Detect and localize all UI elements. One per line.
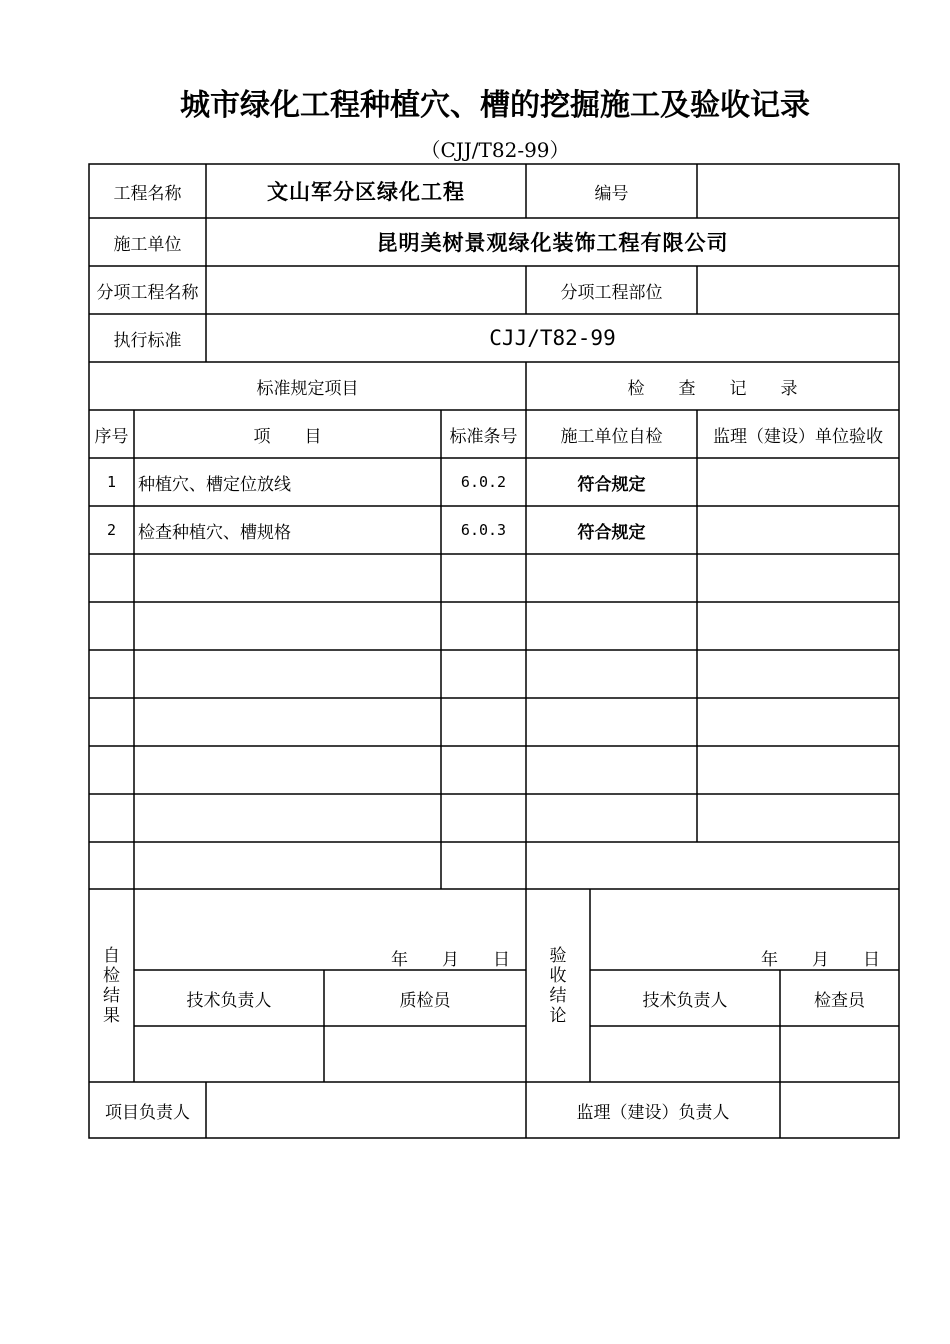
row-1-supervision[interactable] bbox=[697, 458, 899, 506]
self-check-tech-lead-label: 技术负责人 bbox=[186, 990, 272, 1011]
col-supervision: 监理（建设）单位验收 bbox=[713, 426, 883, 447]
self-check-inspector-label: 质检员 bbox=[399, 990, 451, 1011]
supervision-lead-label: 监理（建设）负责人 bbox=[576, 1102, 730, 1123]
standard-value[interactable]: CJJ/T82-99 bbox=[489, 326, 616, 350]
self-check-label-char: 检 bbox=[103, 966, 120, 986]
col-seq: 序号 bbox=[94, 426, 129, 447]
self-check-result-label bbox=[89, 945, 134, 1027]
sub-project-name-value[interactable] bbox=[206, 266, 526, 314]
acceptance-conclusion-label bbox=[526, 945, 590, 1027]
self-check-date[interactable]: 年 月 日 bbox=[391, 949, 510, 970]
col-self-check: 施工单位自检 bbox=[560, 426, 663, 447]
row-2-item: 检查种植穴、槽规格 bbox=[138, 522, 291, 543]
standard-items-heading: 标准规定项目 bbox=[256, 378, 359, 399]
number-label: 编号 bbox=[594, 183, 629, 204]
sub-project-part-value[interactable] bbox=[697, 266, 899, 314]
row-2-self-check[interactable]: 符合规定 bbox=[577, 522, 646, 543]
number-value[interactable] bbox=[697, 164, 899, 218]
standard-label: 执行标准 bbox=[113, 330, 182, 351]
row-2-supervision[interactable] bbox=[697, 506, 899, 554]
project-name-label: 工程名称 bbox=[113, 183, 182, 204]
row-1-item: 种植穴、槽定位放线 bbox=[138, 474, 291, 495]
acceptance-checker-label: 检查员 bbox=[814, 990, 865, 1011]
acceptance-date[interactable]: 年 月 日 bbox=[761, 949, 880, 970]
page-subtitle: （CJJ/T82-99） bbox=[420, 138, 570, 162]
row-1-seq: 1 bbox=[106, 473, 117, 491]
row-2-clause: 6.0.3 bbox=[460, 521, 507, 539]
project-lead-label: 项目负责人 bbox=[105, 1102, 190, 1123]
acceptance-label-char: 收 bbox=[549, 966, 567, 986]
construction-unit-value[interactable]: 昆明美树景观绿化装饰工程有限公司 bbox=[376, 230, 729, 255]
self-check-label-char: 结 bbox=[103, 986, 120, 1006]
project-name-value[interactable]: 文山军分区绿化工程 bbox=[267, 179, 465, 204]
inspection-record-heading: 检 查 记 录 bbox=[627, 378, 798, 399]
project-lead-value[interactable] bbox=[206, 1082, 526, 1138]
construction-unit-label: 施工单位 bbox=[113, 234, 182, 255]
acceptance-label-char: 论 bbox=[549, 1006, 567, 1026]
col-clause: 标准条号 bbox=[449, 426, 518, 447]
sub-project-part-label: 分项工程部位 bbox=[560, 282, 663, 303]
acceptance-label-char: 结 bbox=[549, 986, 567, 1006]
supervision-lead-value[interactable] bbox=[780, 1082, 899, 1138]
row-1-self-check[interactable]: 符合规定 bbox=[577, 474, 646, 495]
page-title: 城市绿化工程种植穴、槽的挖掘施工及验收记录 bbox=[180, 88, 810, 123]
acceptance-label-char: 验 bbox=[549, 946, 567, 966]
col-item: 项 目 bbox=[253, 426, 322, 447]
row-1-clause: 6.0.2 bbox=[460, 473, 507, 491]
sub-project-name-label: 分项工程名称 bbox=[96, 282, 199, 303]
self-check-label-char: 果 bbox=[103, 1006, 120, 1026]
acceptance-tech-lead-label: 技术负责人 bbox=[642, 990, 728, 1011]
self-check-label-char: 自 bbox=[103, 946, 120, 966]
row-2-seq: 2 bbox=[106, 521, 117, 539]
